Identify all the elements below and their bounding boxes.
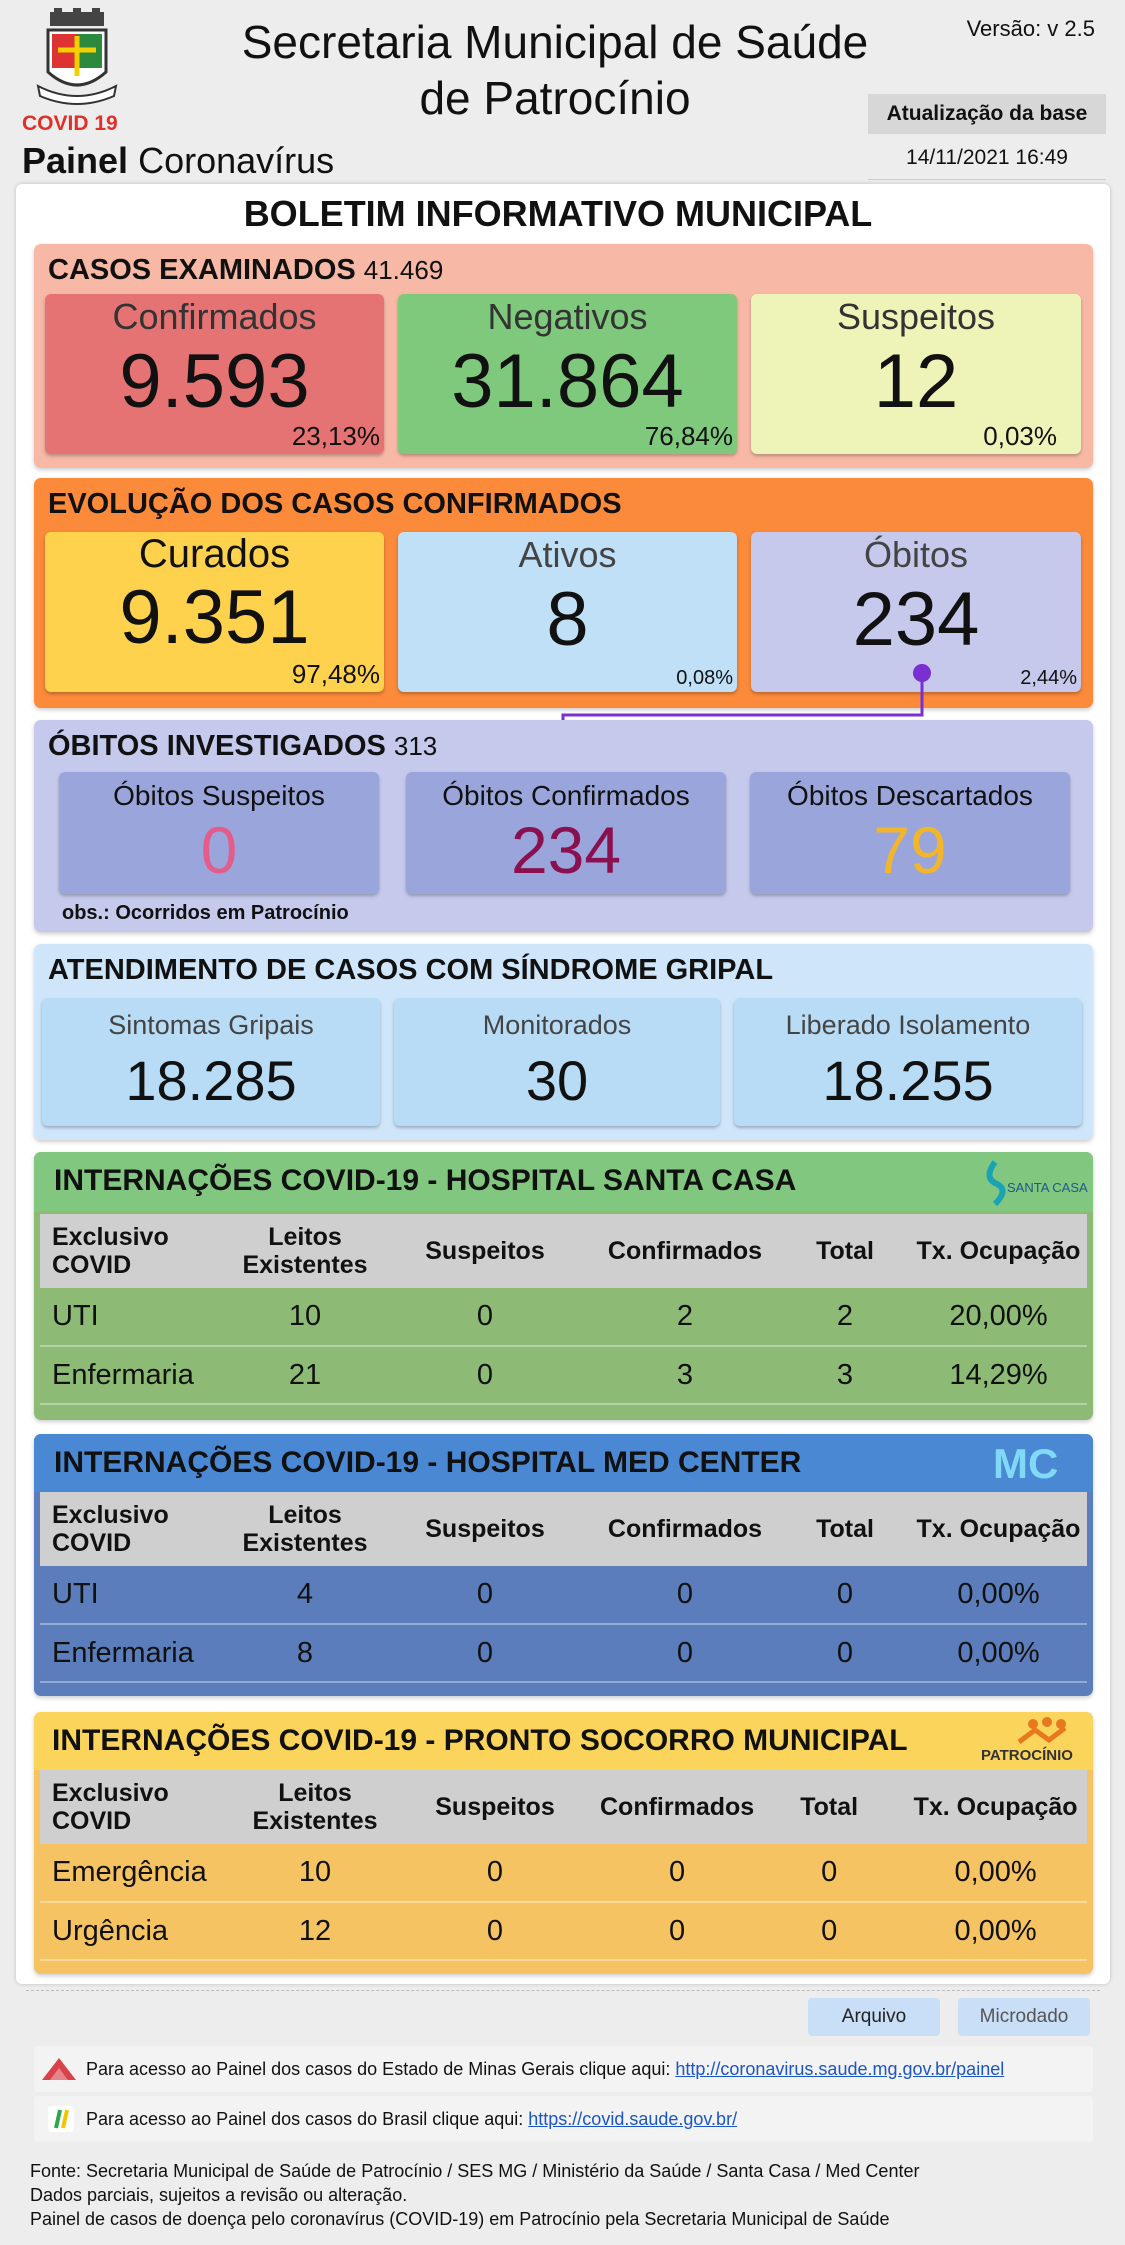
deaths-discarded-card: Óbitos Descartados 79	[750, 772, 1070, 894]
pronto-socorro-table: Exclusivo COVID Leitos Existentes Suspeitos Confirmados Total Tx. Ocupação Emergência 10 0 0 0 0,00% Urgência 12 0 0 0 0,00%	[40, 1770, 1087, 1961]
flu-title: ATENDIMENTO DE CASOS COM SÍNDROME GRIPAL	[48, 954, 774, 986]
investigated-note: obs.: Ocorridos em Patrocínio	[62, 902, 349, 924]
flu-monitored-card: Monitorados 30	[394, 998, 720, 1126]
br-link-text: Para acesso ao Painel dos casos do Brasil clique aqui:	[86, 2109, 524, 2129]
flu-section	[34, 944, 1093, 1140]
version-label: Versão: v 2.5	[966, 16, 1095, 41]
update-date: 14/11/2021 16:49	[868, 140, 1106, 180]
flu-released-card: Liberado Isolamento 18.255	[734, 998, 1082, 1126]
table-row: UTI 4 0 0 0 0,00%	[40, 1566, 1087, 1624]
med-center-section	[34, 1434, 1093, 1696]
med-center-title: INTERNAÇÕES COVID-19 - HOSPITAL MED CENTER	[54, 1446, 802, 1479]
evolution-title: EVOLUÇÃO DOS CASOS CONFIRMADOS	[48, 488, 622, 520]
pronto-socorro-section	[34, 1712, 1093, 1974]
confirmed-card: Confirmados 9.593 23,13%	[45, 294, 384, 454]
update-label: Atualização da base	[868, 94, 1106, 134]
santa-casa-table: Exclusivo COVID Leitos Existentes Suspeitos Confirmados Total Tx. Ocupação UTI 10 0 2 2 20,00% Enfermaria 21 0 3 3 14,29%	[40, 1214, 1087, 1405]
med-center-logo	[993, 1438, 1073, 1486]
footer-source: Fonte: Secretaria Municipal de Saúde de Patrocínio / SES MG / Ministério da Saúde / Santa Casa / Med Center	[30, 2161, 920, 2181]
minas-gerais-triangle-icon	[40, 2056, 78, 2082]
examined-title: CASOS EXAMINADOS 41.469	[48, 254, 444, 286]
bulletin-title: BOLETIM INFORMATIVO MUNICIPAL	[243, 193, 873, 234]
flu-symptoms-card: Sintomas Gripais 18.285	[42, 998, 380, 1126]
santa-casa-section	[34, 1152, 1093, 1420]
table-row: Enfermaria 21 0 3 3 14,29%	[40, 1346, 1087, 1404]
cured-card: Curados 9.351 97,48%	[45, 532, 384, 692]
table-row: UTI 10 0 2 2 20,00%	[40, 1288, 1087, 1346]
deaths-card: Óbitos 234 2,44%	[751, 532, 1081, 692]
deaths-connector-arrow	[0, 0, 1125, 780]
divider	[26, 1990, 1100, 1991]
brazil-panel-icon	[48, 2106, 74, 2132]
deaths-confirmed-card: Óbitos Confirmados 234	[406, 772, 726, 894]
investigated-title: ÓBITOS INVESTIGADOS 313	[48, 730, 438, 762]
painel-title: Painel Coronavírus	[22, 140, 335, 181]
svg-text:MC: MC	[993, 1440, 1059, 1487]
mg-link-text: Para acesso ao Painel dos casos do Estado de Minas Gerais clique aqui:	[86, 2059, 671, 2079]
deaths-suspect-card: Óbitos Suspeitos 0	[59, 772, 379, 894]
table-row: Emergência 10 0 0 0 0,00%	[40, 1844, 1087, 1902]
table-row: Enfermaria 8 0 0 0 0,00%	[40, 1624, 1087, 1682]
santa-casa-title: INTERNAÇÕES COVID-19 - HOSPITAL SANTA CASA	[54, 1164, 797, 1197]
mg-panel-link-row	[34, 2046, 1093, 2092]
investigated-section	[34, 720, 1093, 932]
page-title: Secretaria Municipal de Saúde de Patrocínio	[241, 16, 869, 124]
svg-text:SANTA CASA: SANTA CASA	[1007, 1180, 1088, 1195]
table-row: Urgência 12 0 0 0 0,00%	[40, 1902, 1087, 1960]
br-panel-link-row	[34, 2096, 1093, 2142]
negative-card: Negativos 31.864 76,84%	[398, 294, 737, 454]
footer-disclaimer: Dados parciais, sujeitos a revisão ou alteração.	[30, 2185, 408, 2205]
santa-casa-logo	[983, 1158, 1088, 1206]
footer-credit: Painel de casos de doença pelo coronavírus (COVID-19) em Patrocínio pela Secretaria Municipal de Saúde	[30, 2209, 890, 2229]
archive-button[interactable]: Arquivo	[808, 1998, 940, 2036]
br-panel-link[interactable]: https://covid.saude.gov.br/	[528, 2109, 738, 2129]
covid-19-label: COVID 19	[22, 112, 118, 135]
pronto-socorro-title: INTERNAÇÕES COVID-19 - PRONTO SOCORRO MUNICIPAL	[52, 1724, 908, 1757]
patrocinio-logo	[979, 1714, 1079, 1768]
active-card: Ativos 8 0,08%	[398, 532, 737, 692]
microdata-button[interactable]: Microdado	[958, 1998, 1090, 2036]
suspect-card: Suspeitos 12 0,03%	[751, 294, 1081, 454]
svg-text:PATROCÍNIO: PATROCÍNIO	[981, 1747, 1073, 1764]
med-center-table: Exclusivo COVID Leitos Existentes Suspeitos Confirmados Total Tx. Ocupação UTI 4 0 0 0 0,00% Enfermaria 8 0 0 0 0,00%	[40, 1492, 1087, 1683]
mg-panel-link[interactable]: http://coronavirus.saude.mg.gov.br/painel	[675, 2059, 1005, 2079]
